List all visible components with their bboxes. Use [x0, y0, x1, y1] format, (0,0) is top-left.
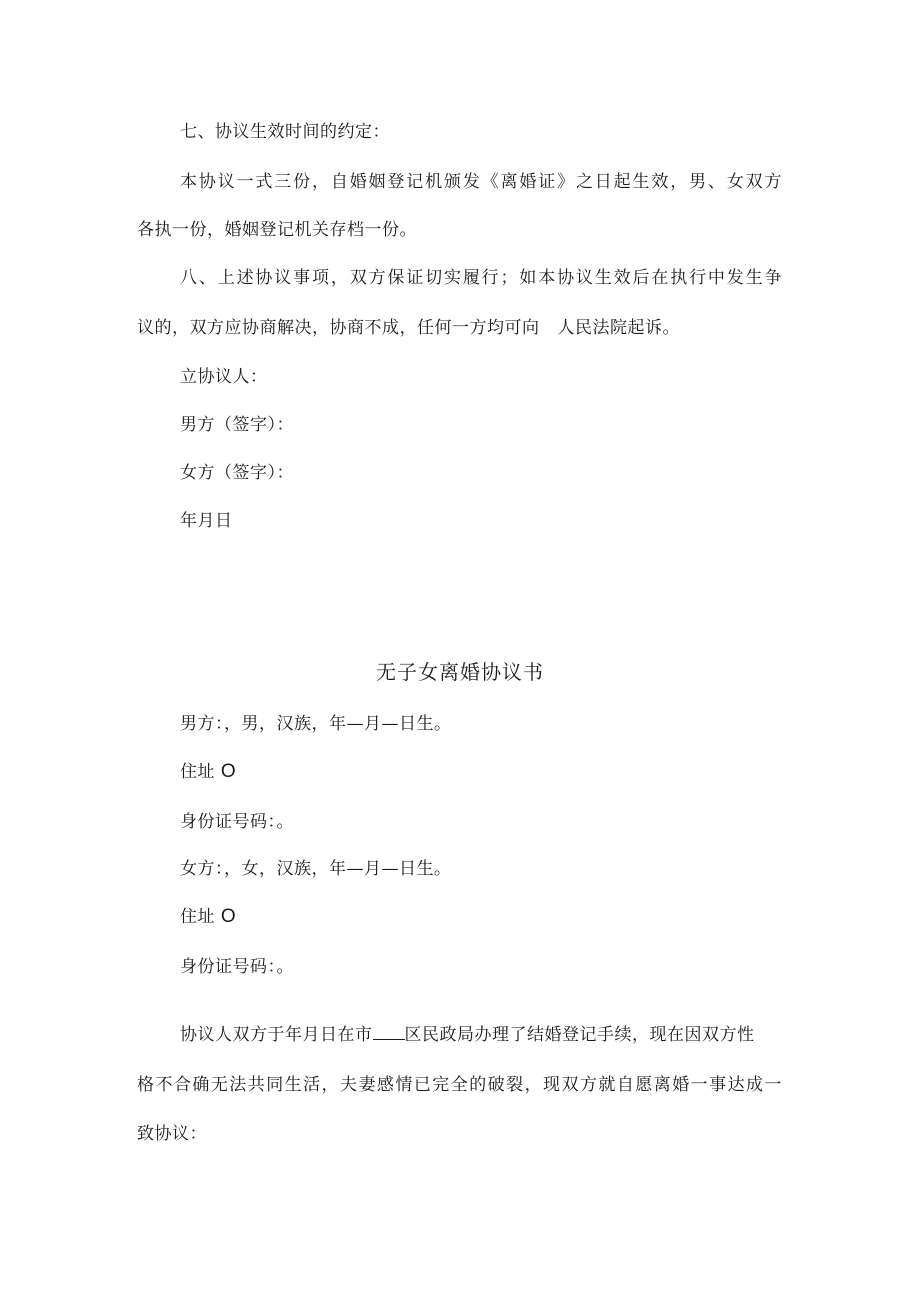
male-address-label: 住址: [180, 762, 215, 782]
female-address-label: 住址: [180, 907, 215, 927]
section7-heading: 七、协议生效时间的约定：: [180, 122, 390, 142]
female-address-mark: O: [220, 906, 237, 927]
section8-paragraph-line1: 八、上述协议事项，双方保证切实履行；如本协议生效后在执行中发生争: [180, 268, 782, 288]
intro-paragraph-line2: 格不合确无法共同生活，夫妻感情已完全的破裂，现双方就自愿离婚一事达成一: [137, 1075, 782, 1095]
female-id-number: 身份证号码：。: [180, 957, 294, 977]
male-signature-label: 男方（签字）：: [180, 415, 294, 435]
male-address: [180, 760, 236, 784]
section8-line2-part1: 议的，双方应协商解决，协商不成，任何一方均可向: [137, 318, 540, 338]
section8-paragraph-line2: [137, 316, 680, 340]
signers-label: 立协议人：: [180, 367, 268, 387]
male-id-number: 身份证号码：。: [180, 812, 294, 832]
section8-line2-part2: 人民法院起诉。: [557, 318, 680, 338]
male-address-mark: O: [220, 761, 237, 782]
section7-paragraph-line2: 各执一份，婚姻登记机关存档一份。: [137, 220, 417, 240]
intro-line1-part1: 协议人双方于年月日在市: [180, 1025, 373, 1045]
date-label: 年月日: [180, 511, 233, 531]
district-blank: [373, 1025, 405, 1040]
agreement-title: 无子女离婚协议书: [376, 660, 544, 684]
intro-paragraph-line3: 致协议：: [137, 1124, 207, 1144]
intro-line1-part2: 区民政局办理了结婚登记手续，现在因双方性: [404, 1025, 755, 1045]
section7-paragraph-line1: 本协议一式三份，自婚姻登记机颁发《离婚证》之日起生效，男、女双方: [180, 172, 782, 192]
intro-paragraph-line1: [180, 1023, 755, 1047]
female-address: [180, 905, 236, 929]
female-party-info: 女方：，女，汉族，年—月—日生。: [180, 859, 452, 879]
male-party-info: 男方：，男，汉族，年—月—日生。: [180, 714, 452, 734]
female-signature-label: 女方（签字）：: [180, 463, 294, 483]
